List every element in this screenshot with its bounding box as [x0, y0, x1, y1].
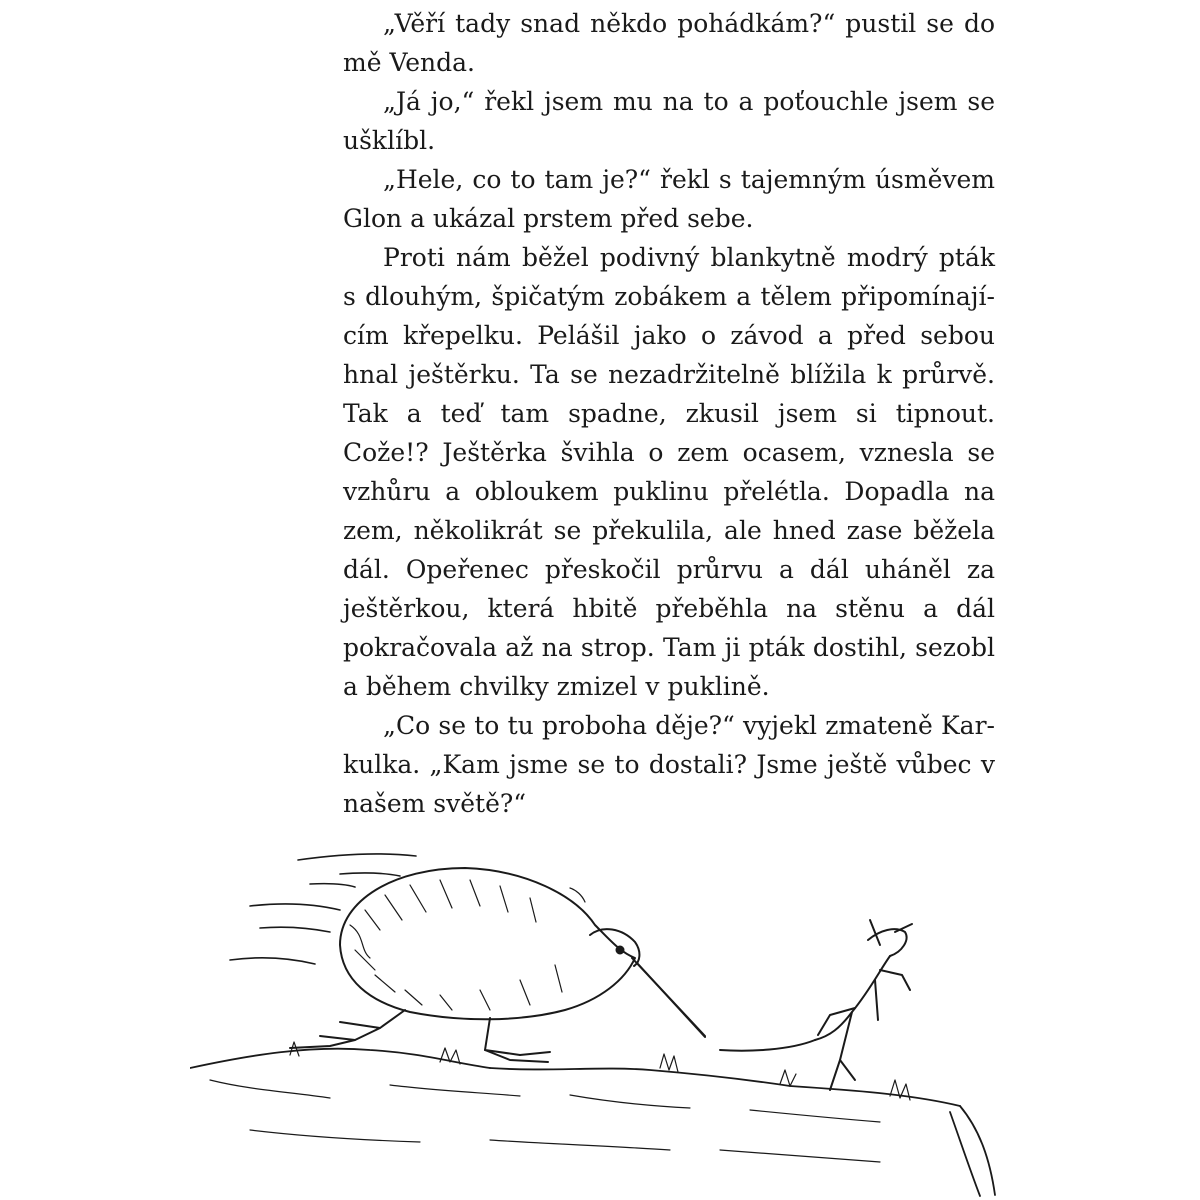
- motion-lines: [230, 854, 416, 964]
- text-column: [343, 4, 995, 823]
- paragraph-3: „Hele, co to tam je?“ řekl s tajemným úsměvem Glon a ukázal prstem před sebe.: [343, 165, 995, 233]
- paragraph-5: „Co se to tu proboha děje?“ vyjekl zmateně Karkulka. „Kam jsme se to dostali? Jsme ještě vůbec v našem světě?“: [343, 711, 995, 818]
- paragraph-1: „Věří tady snad někdo pohádkám?“ pustil se do mě Venda.: [343, 9, 995, 77]
- lizard: [720, 920, 912, 1090]
- paragraph-2: „Já jo,“ řekl jsem mu na to a poťouchle jsem se ušklíbl.: [343, 87, 995, 155]
- kiwi-bird: [290, 868, 705, 1062]
- rocky-ground: [190, 1042, 995, 1196]
- paragraph-4: Proti nám běžel podivný blankytně modrý pták s dlouhým, špičatým zobákem a tělem připomínajícím křepelku. Pelášil jako o závod a před sebou hnal ještěrku. Ta se nezadržitelně blížila k průrvě. Tak a teď tam spadne, zkusil jsem si tipnout. Cože!? Ještěrka švihla o zem ocasem, vznesla se vzhůru a obloukem puklinu přelétla. Dopadla na zem, několikrát se překulila, ale hned zase běžela dál. Opeřenec přeskočil průrvu a dál uháněl za ještěrkou, která hbitě přeběhla na stěnu a dál pokračovala až na strop. Tam ji pták dostihl, sezobl a během chvilky zmizel v puklině.: [343, 243, 995, 701]
- kiwi-and-lizard-illustration: [190, 840, 1000, 1200]
